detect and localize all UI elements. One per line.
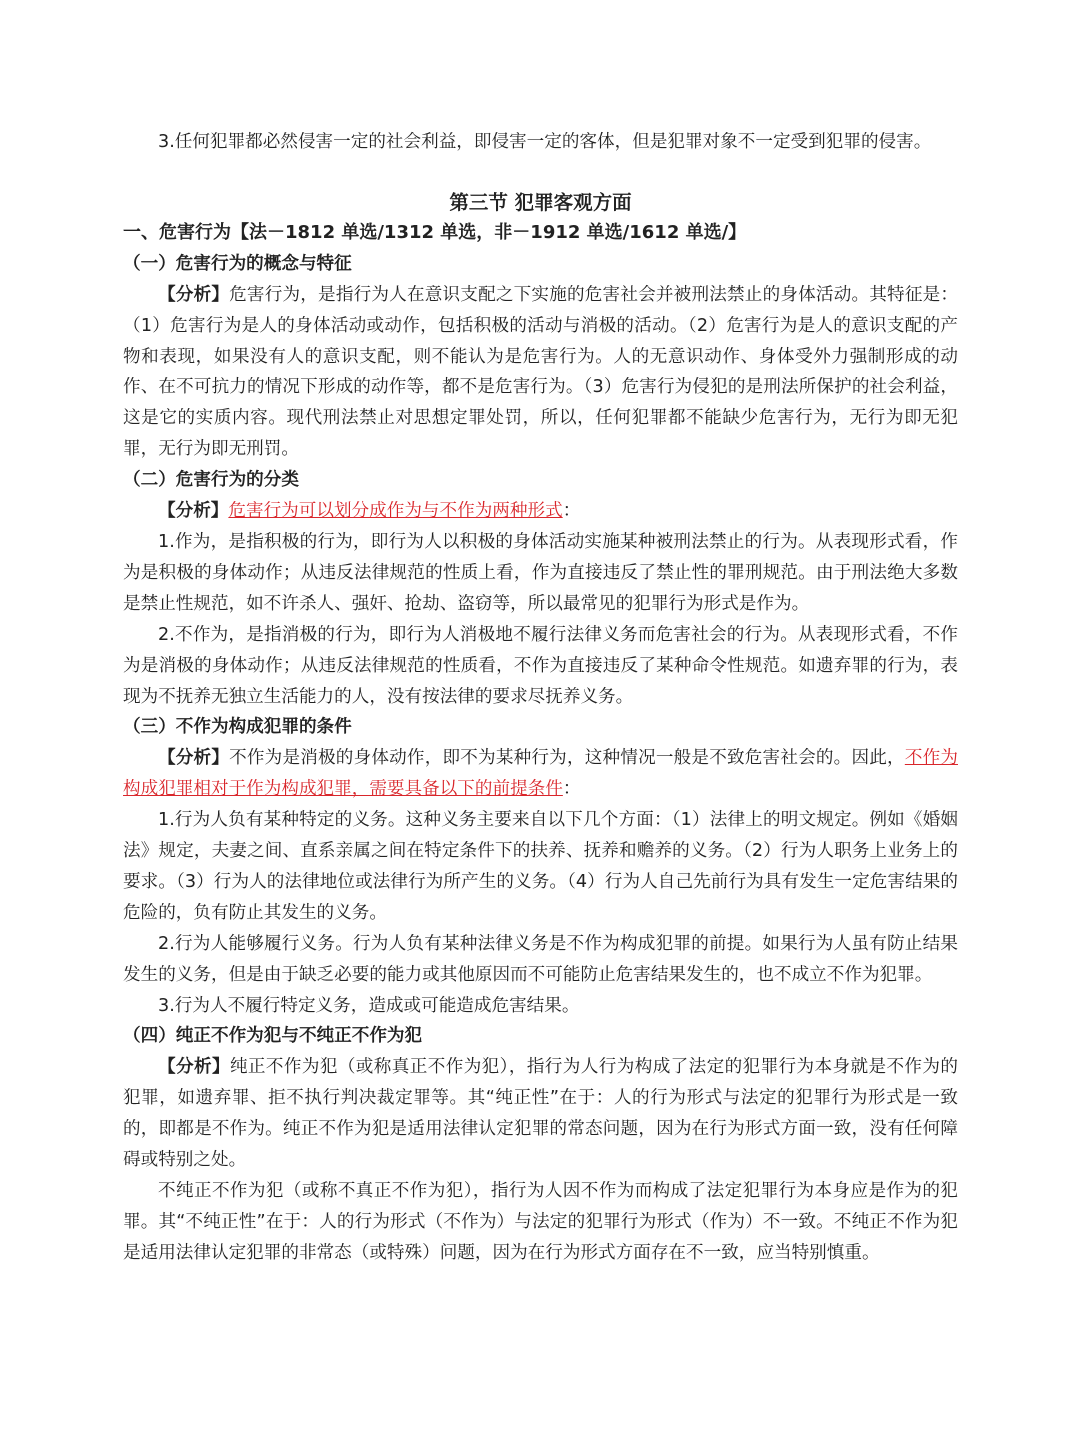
colon: ：: [562, 501, 581, 522]
item-omission: 2.不作为，是指消极的行为，即行为人消极地不履行法律义务而危害社会的行为。从表现形式看，不作为是消极的身体动作；从违反法律规范的性质看，不作为直接违反了某种命令性规范。如遗弃罪的行为，表现为不抚养无独立生活能力的人，没有按法律的要求尽抚养义务。: [123, 624, 958, 707]
analysis-pure: [123, 1052, 958, 1176]
heading-harmful-act: 一、危害行为【法－1812 单选/1312 单选，非－1912 单选/1612 单选/】: [123, 221, 747, 243]
condition-item-3: 3.行为人不履行特定义务，造成或可能造成危害结果。: [158, 995, 580, 1016]
document-page: [123, 127, 958, 1269]
heading-classification: （二）危害行为的分类: [123, 470, 299, 491]
condition-item-2: 2.行为人能够履行义务。行为人负有某种法律义务是不作为构成犯罪的前提。如果行为人虽有防止结果发生的义务，但是由于缺乏必要的能力或其他原因而不可能防止危害结果发生的，也不成立不作为犯罪。: [123, 933, 958, 985]
paragraph-impure: 不纯正不作为犯（或称不真正不作为犯），指行为人因不作为而构成了法定犯罪行为本身应是作为的犯罪。其“不纯正性”在于：人的行为形式（不作为）与法定的犯罪行为形式（作为）不一致。不纯正不作为犯是适用法律认定犯罪的非常态（或特殊）问题，因为在行为形式方面存在不一致，应当特别慎重。: [123, 1181, 958, 1263]
item-act: 1.作为，是指积极的行为，即行为人以积极的身体活动实施某种被刑法禁止的行为。从表现形式看，作为是积极的身体动作；从违反法律规范的性质上看，作为直接违反了禁止性的罪刑规范。由于刑法绝大多数是禁止性规范，如不许杀人、强奸、抢劫、盗窃等，所以最常见的犯罪行为形式是作为。: [123, 531, 958, 614]
item-3-text: 3.任何犯罪都必然侵害一定的社会利益，即侵害一定的客体，但是犯罪对象不一定受到犯罪的侵害。: [158, 132, 932, 152]
analysis-tag: 【分析】: [158, 284, 230, 305]
section-title: 第三节 犯罪客观方面: [449, 190, 632, 214]
analysis-pure-text: 纯正不作为犯（或称真正不作为犯），指行为人行为构成了法定的犯罪行为本身就是不作为的犯罪，如遗弃罪、拒不执行判决裁定罪等。其“纯正性”在于：人的行为形式与法定的犯罪行为形式是一致的，即都是不作为。纯正不作为犯是适用法律认定犯罪的常态问题，因为在行为形式方面一致，没有任何障碍或特别之处。: [123, 1057, 958, 1171]
analysis-classification: [123, 496, 958, 527]
heading-conditions: （三）不作为构成犯罪的条件: [123, 717, 352, 738]
analysis-concept-text: 危害行为，是指行为人在意识支配之下实施的危害社会并被刑法禁止的身体活动。其特征是：（1）危害行为是人的身体活动或动作，包括积极的活动与消极的活动。（2）危害行为是人的意识支配的产物和表现，如果没有人的意识支配，则不能认为是危害行为。人的无意识动作、身体受外力强制形成的动作、在不可抗力的情况下形成的动作等，都不是危害行为。（3）危害行为侵犯的是刑法所保护的社会利益，这是它的实质内容。现代刑法禁止对思想定罪处罚，所以，任何犯罪都不能缺少危害行为，无行为即无犯罪，无行为即无刑罚。: [123, 284, 958, 460]
highlight-classification: 危害行为可以划分成作为与不作为两种形式: [228, 501, 563, 522]
analysis-tag: 【分析】: [158, 748, 230, 769]
condition-item-1: 1.行为人负有某种特定的义务。这种义务主要来自以下几个方面：（1）法律上的明文规定。例如《婚姻法》规定，夫妻之间、直系亲属之间在特定条件下的扶养、抚养和赡养的义务。（2）行为人职务上业务上的要求。（3）行为人的法律地位或法律行为所产生的义务。（4）行为人自己先前行为具有发生一定危害结果的危险的，负有防止其发生的义务。: [123, 810, 958, 923]
analysis-tag: 【分析】: [158, 501, 229, 522]
analysis-tag: 【分析】: [158, 1057, 230, 1078]
colon: ：: [562, 779, 581, 800]
analysis-conditions-text: 不作为是消极的身体动作，即不为某种行为，这种情况一般是不致危害社会的。因此，: [229, 748, 905, 769]
highlight-conditions: 不作为构成犯罪相对于作为构成犯罪，需要具备以下的前提条件: [123, 748, 958, 800]
heading-pure-impure: （四）纯正不作为犯与不纯正不作为犯: [123, 1026, 423, 1047]
heading-concept: （一）危害行为的概念与特征: [123, 253, 352, 274]
analysis-conditions: [123, 743, 958, 805]
analysis-concept: [123, 280, 958, 465]
